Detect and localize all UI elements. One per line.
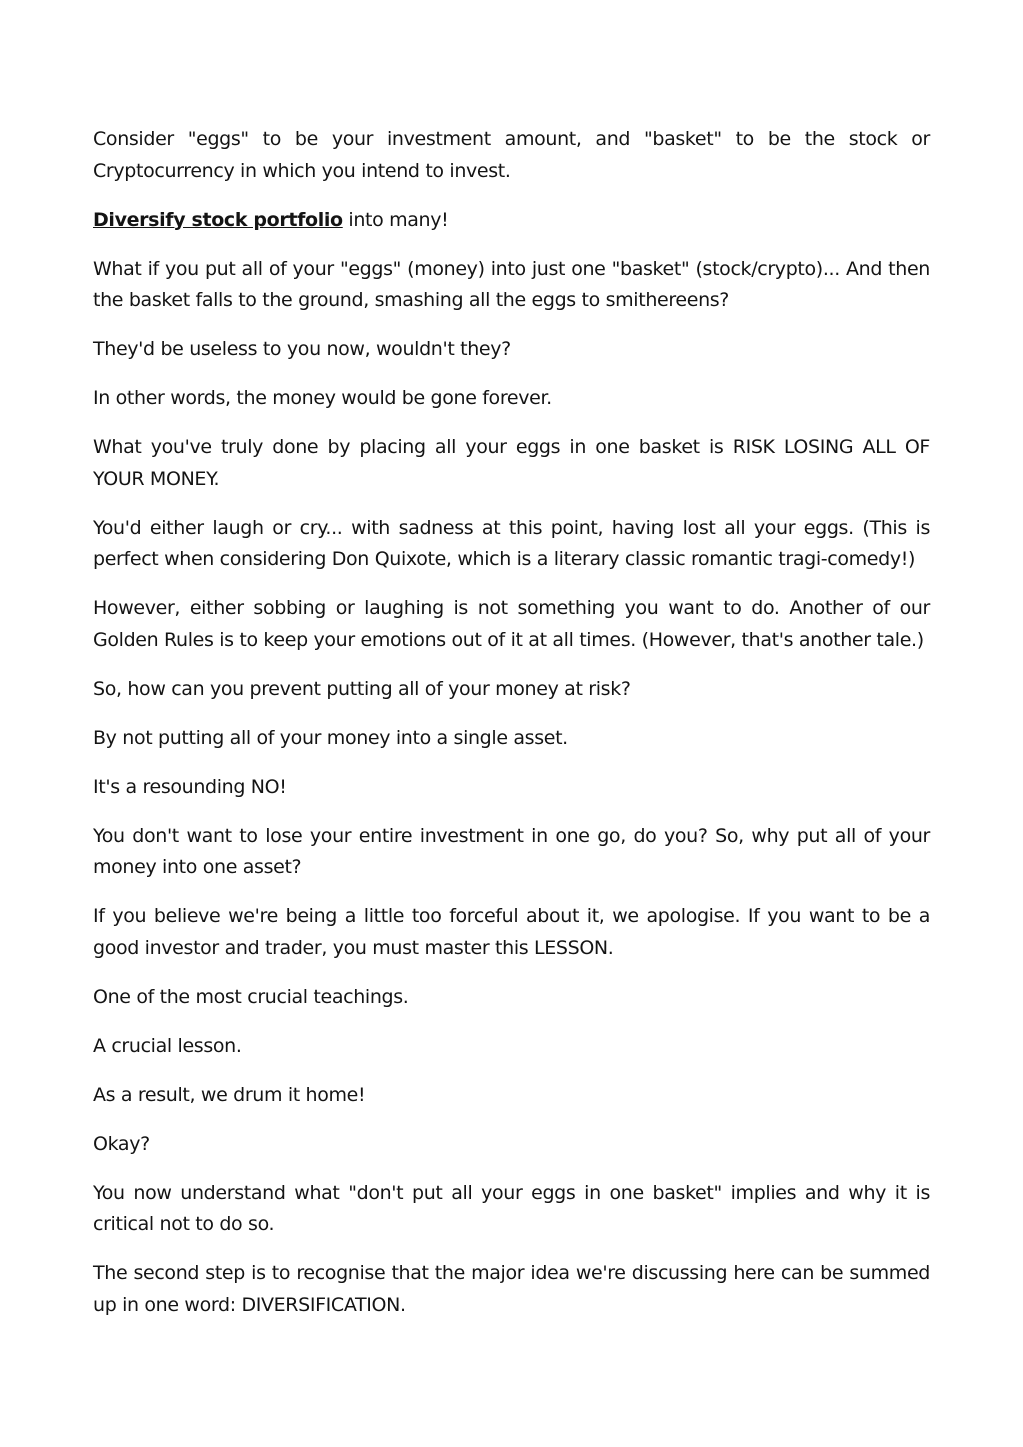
paragraph-emotions: However, either sobbing or laughing is not something you want to do. Another of our Golden Rules is to keep your emotions out of it at all times. (However, that's another tale.) <box>93 597 930 651</box>
paragraph-single-asset: By not putting all of your money into a single asset. <box>93 726 568 749</box>
paragraph-laugh-cry: You'd either laugh or cry... with sadness at this point, having lost all your eggs. (This is perfect when considering Don Quixote, which is a literary classic romantic tragi-comedy!) <box>93 516 930 570</box>
paragraph-money-gone: In other words, the money would be gone forever. <box>93 387 552 409</box>
paragraph-no: It's a resounding NO! <box>93 775 287 798</box>
paragraph-diversify <box>93 205 930 237</box>
paragraph-useless: They'd be useless to you now, wouldn't they? <box>93 338 511 360</box>
paragraph-diversify-rest: into many! <box>342 208 449 231</box>
diversify-stock-portfolio-link[interactable]: Diversify stock portfolio <box>93 208 343 231</box>
paragraph-okay: Okay? <box>93 1132 150 1155</box>
paragraph-basket-falls: What if you put all of your "eggs" (money) into just one "basket" (stock/crypto)... And then the basket falls to the ground, smashing all the eggs to smithereens? <box>93 257 930 311</box>
paragraph-drum-home: As a result, we drum it home! <box>93 1083 366 1106</box>
paragraph-understand: You now understand what "don't put all your eggs in one basket" implies and why it is critical not to do so. <box>93 1181 930 1235</box>
paragraph-risk: What you've truly done by placing all your eggs in one basket is RISK LOSING ALL OF YOUR MONEY. <box>93 436 930 490</box>
paragraph-diversification: The second step is to recognise that the major idea we're discussing here can be summed up in one word: DIVERSIFICATION. <box>93 1262 930 1316</box>
paragraph-crucial-lesson: A crucial lesson. <box>93 1034 242 1057</box>
paragraph-forceful: If you believe we're being a little too forceful about it, we apologise. If you want to be a good investor and trader, you must master this LESSON. <box>93 905 930 959</box>
paragraph-prevent: So, how can you prevent putting all of your money at risk? <box>93 677 631 700</box>
paragraph-teachings: One of the most crucial teachings. <box>93 985 409 1008</box>
paragraph-intro: Consider "eggs" to be your investment amount, and "basket" to be the stock or Cryptocurrency in which you intend to invest. <box>93 128 930 182</box>
document-body <box>93 124 930 1339</box>
paragraph-entire-investment: You don't want to lose your entire investment in one go, do you? So, why put all of your money into one asset? <box>93 824 930 878</box>
